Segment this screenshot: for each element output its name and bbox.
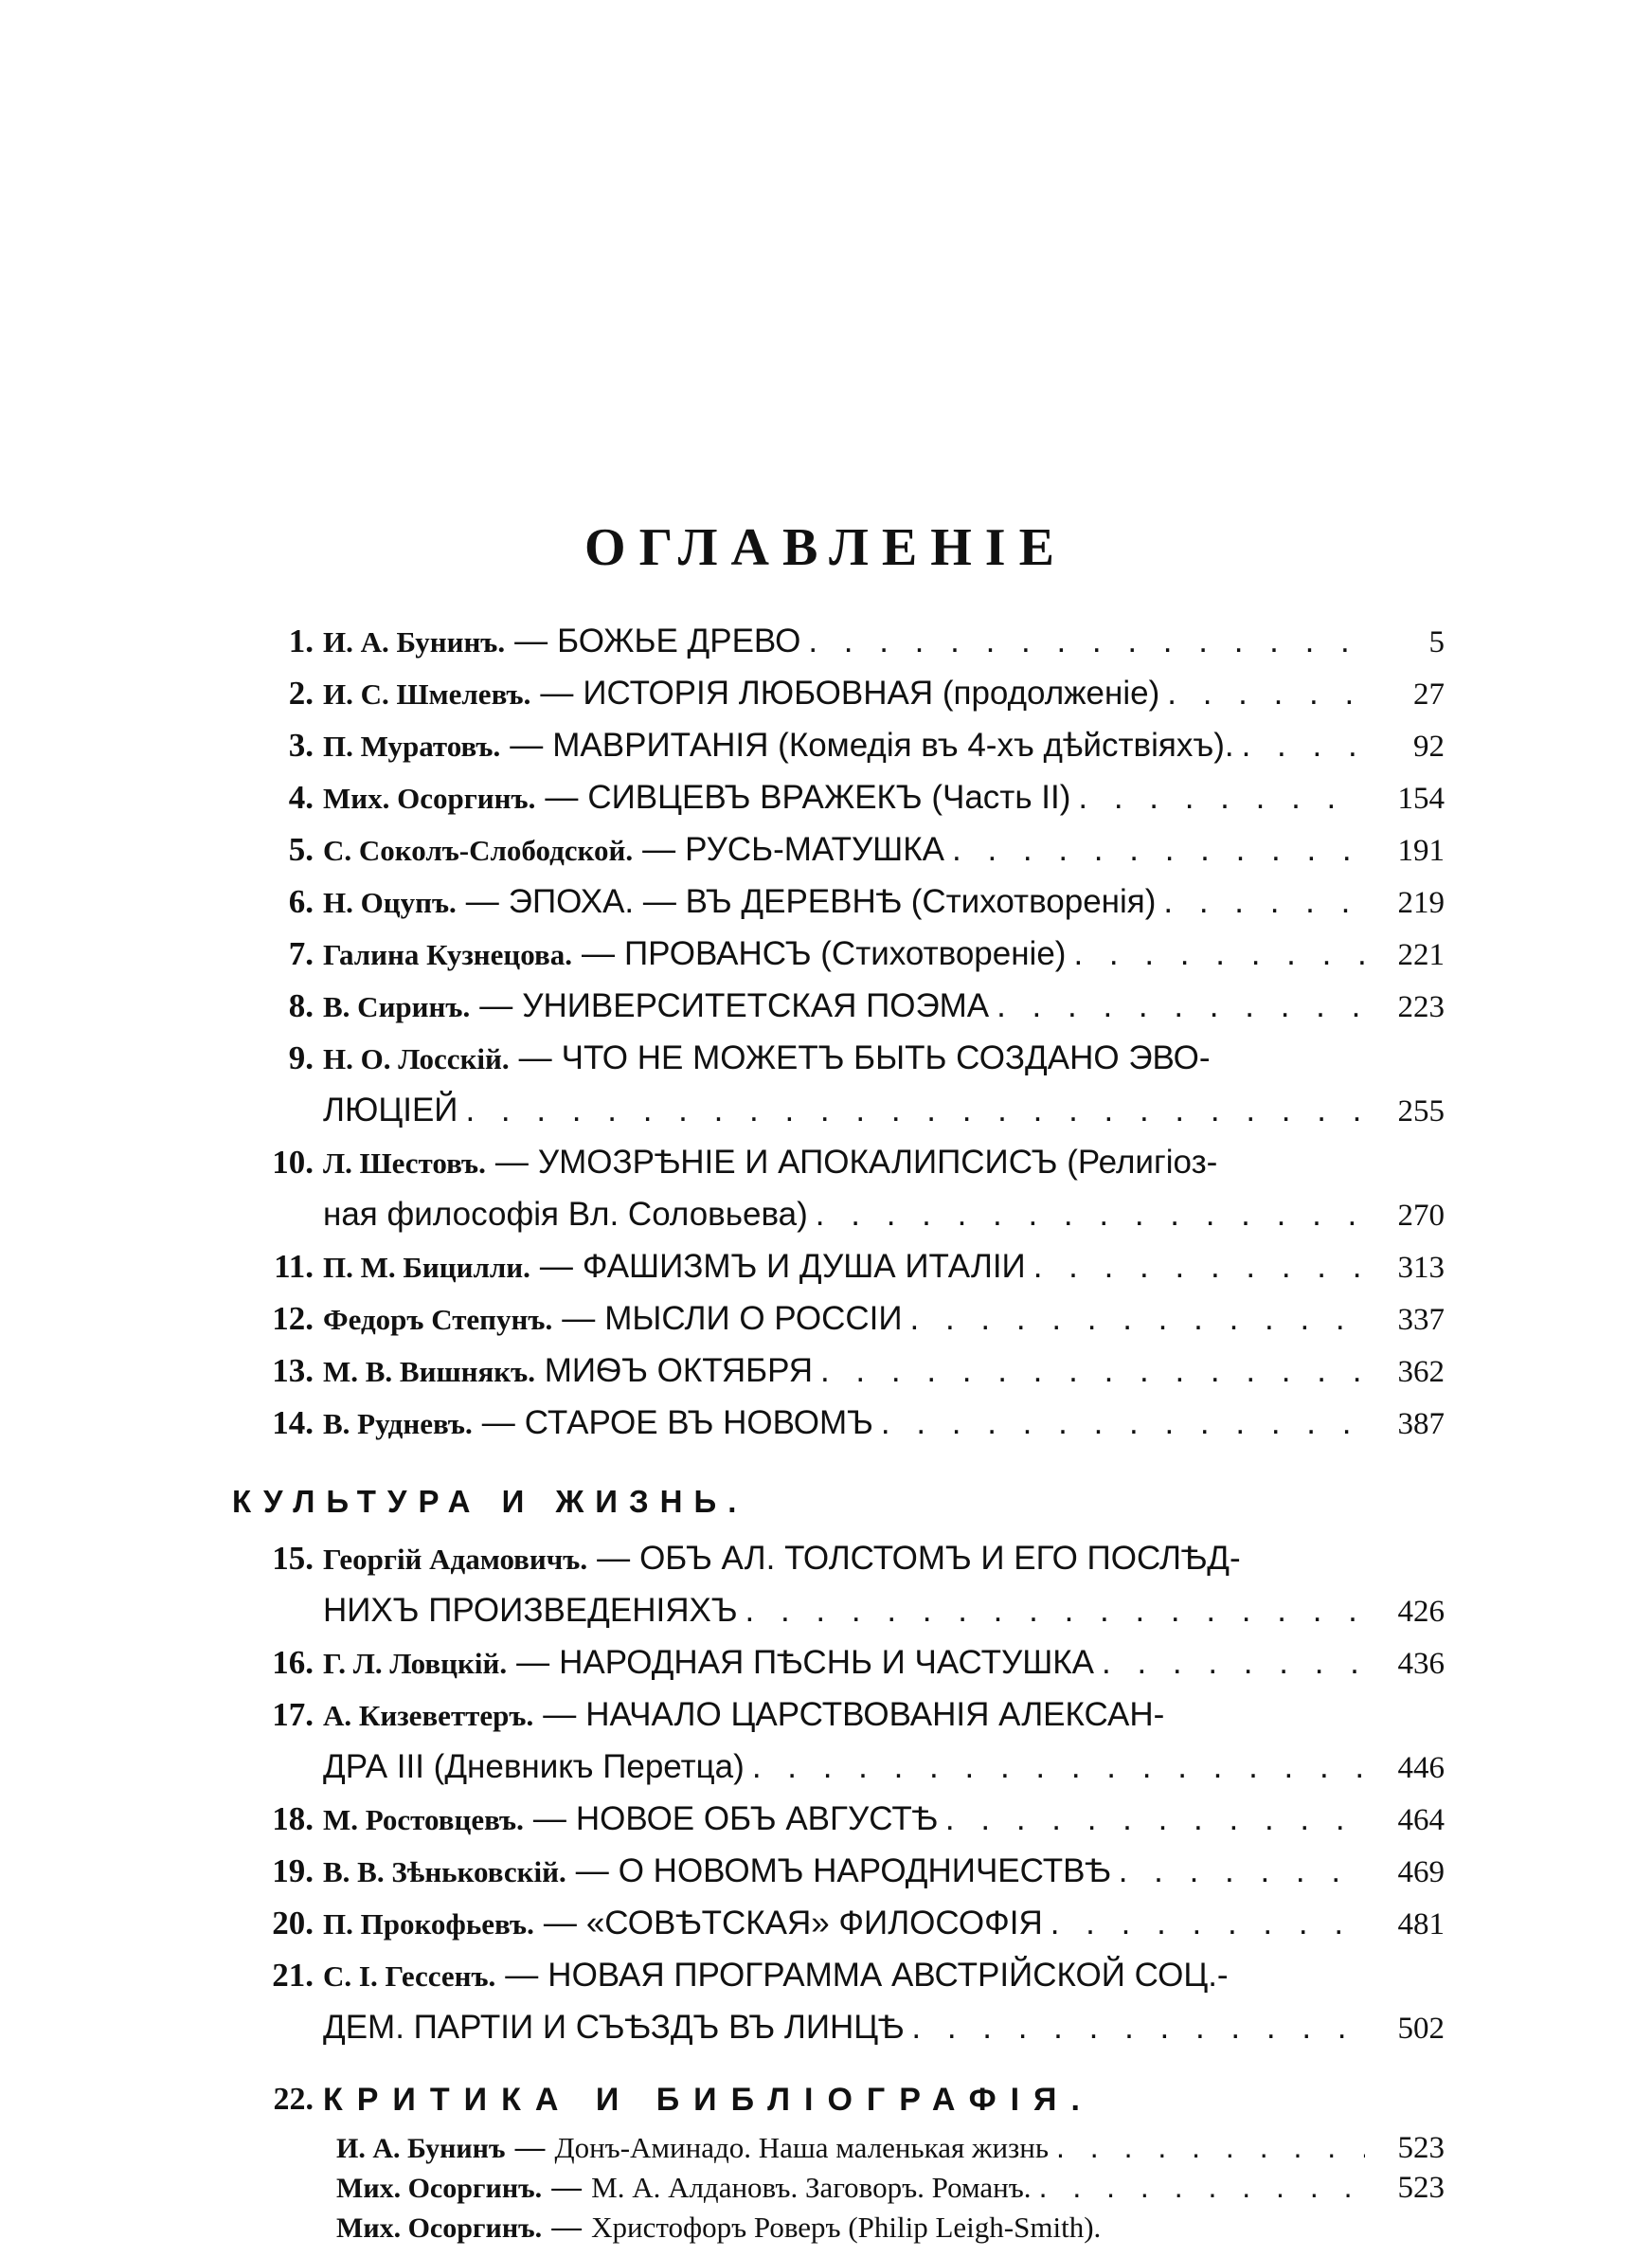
entry-leader	[873, 1398, 1365, 1449]
entry-author: В. В. Зѣньковскій.	[323, 1855, 566, 1888]
entry-line	[323, 720, 1445, 772]
entry-number: 3.	[288, 727, 314, 764]
entry-author: И. А. Бунинъ.	[323, 625, 506, 659]
entry-number: 5.	[288, 831, 314, 868]
review-row	[336, 2128, 1445, 2168]
entry-line	[323, 1345, 1445, 1398]
entry-leader	[1234, 720, 1365, 771]
entry-line	[323, 876, 1445, 929]
entry-line	[323, 772, 1445, 824]
entry-body	[323, 1846, 1445, 1898]
entry-body	[323, 1398, 1445, 1450]
entry-leader	[738, 1585, 1365, 1636]
entry-number: 19.	[272, 1852, 314, 1889]
entry-leader	[745, 1742, 1365, 1793]
entry-author: Георгій Адамовичъ.	[323, 1543, 588, 1576]
entry-page: 446	[1397, 1751, 1445, 1785]
entry-number: 4.	[288, 779, 314, 816]
entry-number: 8.	[288, 987, 314, 1024]
entry-page: 362	[1397, 1355, 1445, 1389]
entry-number: 12.	[272, 1300, 314, 1337]
entry-page: 426	[1397, 1595, 1445, 1629]
entry-page: 154	[1397, 782, 1445, 816]
entry-line	[323, 1637, 1445, 1689]
entry-author: Галина Кузнецова.	[323, 938, 573, 971]
entry-title: СИВЦЕВЪ ВРАЖЕКЪ (Часть II)	[587, 779, 1071, 816]
entry-dash: —	[465, 883, 499, 920]
entry-number: 9.	[288, 1039, 314, 1076]
entry-leader	[808, 1189, 1365, 1240]
entry-title: НАРОДНАЯ ПѢСНЬ И ЧАСТУШКА	[559, 1644, 1094, 1681]
entry-body	[323, 1241, 1445, 1293]
entry-author: М. Ростовцевъ.	[323, 1803, 524, 1836]
toc-entry	[232, 876, 1445, 929]
review-row	[336, 2168, 1445, 2208]
entry-body	[323, 1950, 1445, 2054]
entry-line	[323, 668, 1445, 720]
review-text: Донъ-Аминадо. Наша маленькая жизнь	[554, 2131, 1050, 2164]
entry-body	[323, 1637, 1445, 1689]
entry-number: 11.	[274, 1248, 314, 1285]
entry-page: 223	[1397, 990, 1445, 1024]
entry-author: М. В. Вишнякъ.	[323, 1355, 535, 1388]
entry-dash: —	[518, 1039, 552, 1076]
entry-leader	[904, 2002, 1365, 2053]
entry-line	[323, 1241, 1445, 1293]
entry-leader	[938, 1794, 1365, 1845]
entry-author: Федоръ Степунъ.	[323, 1303, 553, 1336]
review-dash: —	[551, 2170, 583, 2204]
entry-leader	[1156, 876, 1365, 928]
toc-entry	[232, 1293, 1445, 1345]
entry-leader	[989, 981, 1365, 1032]
toc-entry	[232, 668, 1445, 720]
toc-entry	[232, 720, 1445, 772]
entry-line	[323, 2002, 1445, 2054]
toc-entry	[232, 981, 1445, 1033]
entry-author: В. Сиринъ.	[323, 990, 471, 1023]
entry-body	[323, 1137, 1445, 1241]
entry-author: П. Муратовъ.	[323, 730, 501, 763]
entry-title: «СОВѢТСКАЯ» ФИЛОСОФІЯ	[585, 1905, 1043, 1941]
entry-page: 5	[1428, 625, 1445, 659]
entry-leader	[1066, 929, 1365, 980]
entry-body	[323, 1794, 1445, 1846]
entry-title: ЧТО НЕ МОЖЕТЪ БЫТЬ СОЗДАНО ЭВО-	[561, 1039, 1211, 1076]
entry-title: ная философія Вл. Соловьева)	[323, 1196, 808, 1233]
entry-page: 502	[1397, 2012, 1445, 2046]
toc-entry	[232, 1033, 1445, 1137]
toc-entry	[232, 1794, 1445, 1846]
toc-entry	[232, 1637, 1445, 1689]
entry-line	[323, 1085, 1445, 1137]
entry-page: 337	[1397, 1303, 1445, 1337]
entry-page: 270	[1397, 1199, 1445, 1233]
entry-leader	[813, 1345, 1365, 1397]
entry-line	[323, 981, 1445, 1033]
toc-entry	[232, 616, 1445, 668]
entry-line	[323, 1033, 1445, 1085]
entry-line	[323, 616, 1445, 668]
entry-title: ДЕМ. ПАРТІИ И СЪѢЗДЪ ВЪ ЛИНЦѢ	[323, 2009, 905, 2046]
entry-line	[323, 1189, 1445, 1241]
entry-leader	[1111, 1846, 1365, 1897]
entry-title: НОВОЕ ОБЪ АВГУСТѢ	[575, 1800, 938, 1837]
entry-line	[323, 1689, 1445, 1742]
entry-author: А. Кизеветтеръ.	[323, 1699, 534, 1732]
entry-title: СТАРОЕ ВЪ НОВОМЪ	[524, 1404, 873, 1441]
entry-page: 221	[1397, 938, 1445, 972]
entry-title: ЭПОХА. — ВЪ ДЕРЕВНѢ (Стихотворенія)	[508, 883, 1157, 920]
entry-line	[323, 1846, 1445, 1898]
entry-leader	[903, 1293, 1365, 1345]
entry-title: НАЧАЛО ЦАРСТВОВАНІЯ АЛЕКСАН-	[585, 1696, 1165, 1733]
entry-page: 92	[1413, 730, 1445, 764]
entry-dash: —	[494, 1144, 529, 1181]
entry-author: Н. Оцупъ.	[323, 886, 457, 919]
entry-body	[323, 668, 1445, 720]
toc-entry	[232, 1950, 1445, 2054]
toc-entry	[232, 1533, 1445, 1637]
entry-line	[323, 1898, 1445, 1950]
entry-dash: —	[516, 1644, 550, 1681]
table-of-contents	[232, 616, 1445, 2248]
entry-author: С. І. Гессенъ.	[323, 1959, 496, 1993]
entry-leader	[800, 616, 1365, 667]
entry-page: 255	[1397, 1094, 1445, 1128]
entry-body	[323, 929, 1445, 981]
entry-page: 436	[1397, 1647, 1445, 1681]
entry-dash: —	[514, 623, 548, 659]
entry-dash: —	[510, 727, 544, 764]
entry-number: 2.	[288, 675, 314, 712]
entry-dash: —	[562, 1300, 596, 1337]
entry-title: ИСТОРІЯ ЛЮБОВНАЯ (продолженіе)	[583, 675, 1160, 712]
entry-dash: —	[545, 779, 579, 816]
entry-dash: —	[481, 1404, 515, 1441]
entry-title: ЛЮЦІЕЙ	[323, 1092, 458, 1128]
entry-body	[323, 616, 1445, 668]
entry-line	[323, 929, 1445, 981]
section-number: 22.	[273, 2082, 314, 2117]
entry-line	[323, 1137, 1445, 1189]
entry-body	[323, 1689, 1445, 1794]
toc-entry	[232, 1345, 1445, 1398]
entry-page: 313	[1397, 1251, 1445, 1285]
entry-dash: —	[642, 831, 676, 868]
entry-page: 464	[1397, 1803, 1445, 1837]
entry-page: 219	[1397, 886, 1445, 920]
entry-leader	[458, 1085, 1365, 1136]
entry-dash: —	[543, 1696, 577, 1733]
entry-author: Л. Шестовъ.	[323, 1147, 486, 1180]
entry-number: 17.	[272, 1696, 314, 1733]
entry-leader	[1094, 1637, 1365, 1688]
entry-leader	[1043, 1898, 1365, 1949]
entry-dash: —	[539, 1248, 573, 1285]
entry-title: МАВРИТАНІЯ (Комедія въ 4-хъ дѣйствіяхъ).	[552, 727, 1234, 764]
entry-author: С. Соколъ-Слободской.	[323, 834, 634, 867]
review-text: М. А. Алдановъ. Заговоръ. Романъ.	[591, 2171, 1032, 2204]
entry-leader	[1070, 772, 1365, 823]
entry-body	[323, 720, 1445, 772]
toc-entry	[232, 1689, 1445, 1794]
entry-line	[323, 1585, 1445, 1637]
entry-title: ОБЪ АЛ. ТОЛСТОМЪ И ЕГО ПОСЛѢД-	[639, 1540, 1241, 1577]
review-author: И. А. Бунинъ	[336, 2133, 506, 2164]
entry-number: 1.	[288, 623, 314, 659]
entry-dash: —	[532, 1800, 566, 1837]
toc-entry	[232, 929, 1445, 981]
entry-number: 18.	[272, 1800, 314, 1837]
entry-body	[323, 824, 1445, 876]
entry-number: 21.	[272, 1957, 314, 1994]
entry-space	[535, 1345, 545, 1397]
entry-leader	[1159, 668, 1365, 719]
review-leader	[1032, 2168, 1365, 2206]
toc-entry	[232, 1241, 1445, 1293]
entry-title: УНИВЕРСИТЕТСКАЯ ПОЭМА	[522, 987, 990, 1024]
entry-body	[323, 772, 1445, 824]
entry-title: УМОЗРѢНІЕ И АПОКАЛИПСИСЪ (Религіоз-	[537, 1144, 1218, 1181]
entry-author: П. Прокофьевъ.	[323, 1907, 534, 1941]
toc-entry	[232, 1137, 1445, 1241]
entry-title: БОЖЬЕ ДРЕВО	[557, 623, 801, 659]
entry-line	[323, 1398, 1445, 1450]
entry-page: 469	[1397, 1855, 1445, 1889]
entry-title: ДРА III (Дневникъ Перетца)	[323, 1748, 745, 1785]
review-dash: —	[551, 2210, 583, 2244]
entry-line	[323, 1293, 1445, 1345]
review-row	[336, 2208, 1445, 2248]
entry-title: РУСЬ-МАТУШКА	[685, 831, 944, 868]
entry-dash: —	[543, 1905, 577, 1941]
entry-body	[323, 981, 1445, 1033]
toc-entry	[232, 772, 1445, 824]
entry-line	[323, 824, 1445, 876]
entry-page: 481	[1397, 1907, 1445, 1941]
entry-title: НИХЪ ПРОИЗВЕДЕНІЯХЪ	[323, 1592, 738, 1629]
entry-body	[323, 1898, 1445, 1950]
toc-entry	[232, 1846, 1445, 1898]
entry-number: 15.	[272, 1540, 314, 1577]
toc-main-list	[232, 616, 1445, 1450]
section-title: КРИТИКА И БИБЛІОГРАФІЯ.	[323, 2082, 1094, 2118]
review-author: Мих. Осоргинъ.	[336, 2173, 543, 2204]
entry-body	[323, 1533, 1445, 1637]
entry-number: 7.	[288, 935, 314, 972]
entry-number: 10.	[272, 1144, 314, 1181]
entry-number: 14.	[272, 1404, 314, 1441]
review-page: 523	[1397, 2171, 1445, 2205]
review-author: Мих. Осоргинъ.	[336, 2212, 543, 2244]
entry-line	[323, 1742, 1445, 1794]
entry-page: 27	[1413, 677, 1445, 712]
entry-author: Н. О. Лосскій.	[323, 1042, 510, 1075]
entry-body	[323, 1345, 1445, 1398]
entry-line	[323, 1794, 1445, 1846]
toc-entry	[232, 1398, 1445, 1450]
entry-number: 6.	[288, 883, 314, 920]
entry-dash: —	[540, 675, 574, 712]
entry-title: О НОВОМЪ НАРОДНИЧЕСТВѢ	[618, 1852, 1111, 1889]
page-title: ОГЛАВЛЕНІЕ	[584, 518, 1068, 577]
entry-line	[323, 1950, 1445, 2002]
section-heading-culture: КУЛЬТУРА И ЖИЗНЬ.	[232, 1484, 748, 1519]
entry-body	[323, 1033, 1445, 1137]
review-page: 523	[1397, 2131, 1445, 2165]
entry-title: ФАШИЗМЪ И ДУША ИТАЛІИ	[582, 1248, 1026, 1285]
entry-dash: —	[479, 987, 513, 1024]
entry-number: 13.	[272, 1352, 314, 1389]
entry-author: В. Рудневъ.	[323, 1407, 473, 1440]
entry-dash: —	[597, 1540, 631, 1577]
entry-body	[323, 876, 1445, 929]
section-heading-critique	[232, 2071, 1445, 2128]
toc-entry	[232, 1898, 1445, 1950]
review-leader	[1049, 2128, 1365, 2166]
toc-culture-list	[232, 1533, 1445, 2054]
entry-body	[323, 1293, 1445, 1345]
entry-leader	[944, 824, 1365, 876]
review-text: Христофоръ Роверъ (Philip Leigh-Smith).	[591, 2211, 1102, 2244]
entry-leader	[1026, 1241, 1365, 1292]
entry-number: 20.	[272, 1905, 314, 1941]
review-dash: —	[514, 2130, 546, 2164]
entry-title: МЫСЛИ О РОССІИ	[604, 1300, 903, 1337]
entry-author: Г. Л. Ловцкій.	[323, 1647, 508, 1680]
toc-entry	[232, 824, 1445, 876]
entry-dash: —	[582, 935, 616, 972]
review-list	[232, 2128, 1445, 2248]
entry-dash: —	[575, 1852, 609, 1889]
entry-author: И. С. Шмелевъ.	[323, 677, 531, 711]
entry-title: НОВАЯ ПРОГРАММА АВСТРІЙСКОЙ СОЦ.-	[548, 1957, 1229, 1994]
entry-number: 16.	[272, 1644, 314, 1681]
entry-author: П. М. Бицилли.	[323, 1251, 530, 1284]
entry-page: 387	[1397, 1407, 1445, 1441]
entry-title: ПРОВАНСЪ (Стихотвореніе)	[624, 935, 1067, 972]
entry-author: Мих. Осоргинъ.	[323, 782, 536, 815]
entry-page: 191	[1397, 834, 1445, 868]
entry-line	[323, 1533, 1445, 1585]
entry-title: МИѲЪ ОКТЯБРЯ	[544, 1352, 813, 1389]
entry-dash: —	[505, 1957, 539, 1994]
